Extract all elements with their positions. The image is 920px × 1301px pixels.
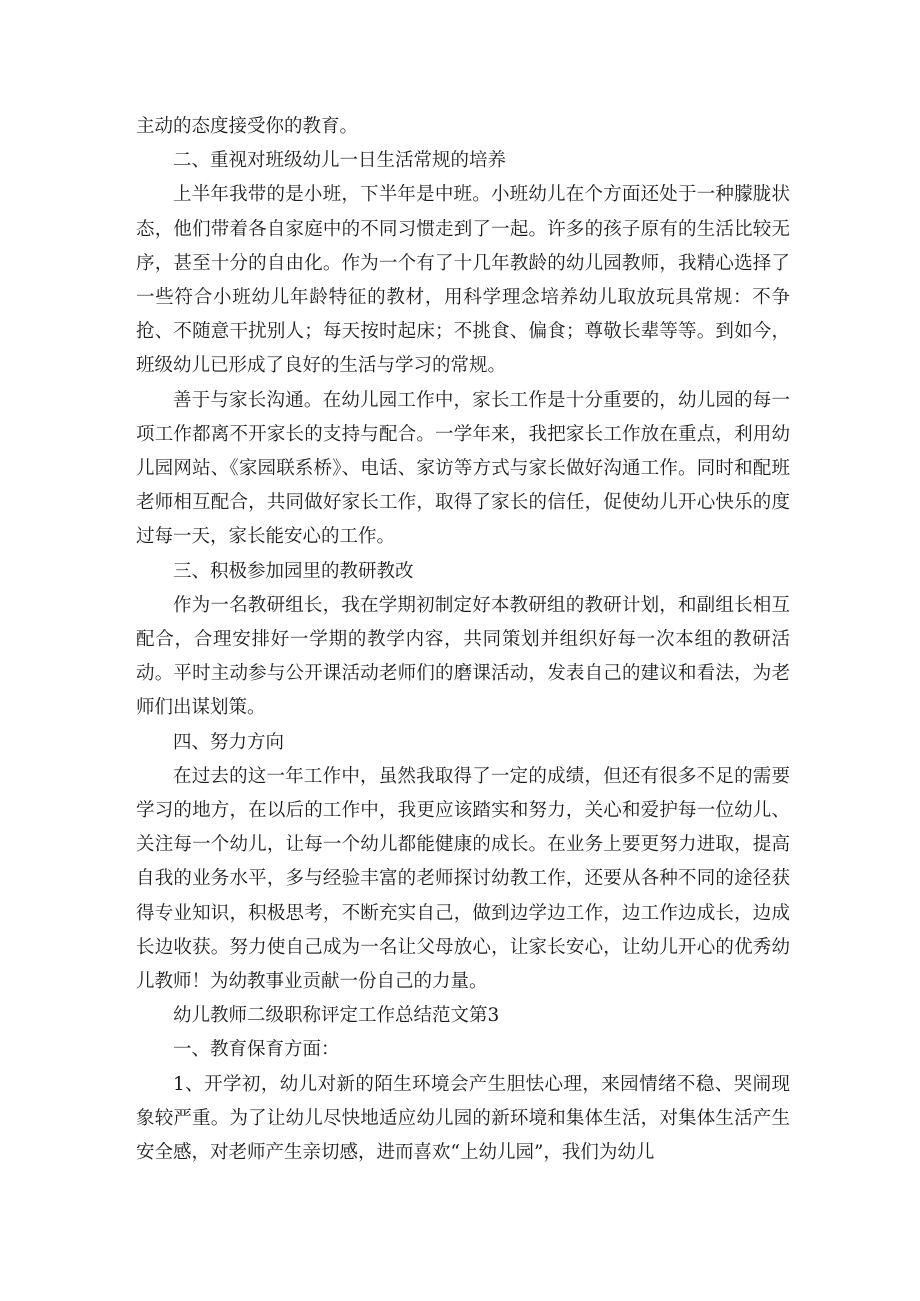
section-heading-3: 三、积极参加园里的教研教改 <box>173 560 414 582</box>
paragraph-new-term: 1、开学初，幼儿对新的陌生环境会产生胆怯心理，来园情绪不稳、哭闹现象较严重。为了让幼儿尽快地适应幼儿园的新环境和集体生活，对集体生活产生安全感，对老师产生亲切感，进而喜欢“上幼儿园”，我们为幼儿 <box>136 1073 790 1164</box>
paragraph-parent-communication: 善于与家长沟通。在幼儿园工作中，家长工作是十分重要的，幼儿园的每一项工作都离不开家长的支持与配合。一学年来，我把家长工作放在重点，利用幼儿园网站、《家园联系桥》、电话、家访等方式与家长做好沟通工作。同时和配班老师相互配合，共同做好家长工作，取得了家长的信任，促使幼儿开心快乐的度过每一天，家长能安心的工作。 <box>136 389 790 548</box>
section-heading-4: 四、努力方向 <box>173 731 285 753</box>
document-body <box>136 110 790 1170</box>
paragraph-teaching-research: 作为一名教研组长，我在学期初制定好本教研组的教研计划，和副组长相互配合，合理安排好一学期的教学内容，共同策划并组织好每一次本组的教研活动。平时主动参与公开课活动老师们的磨课活动，发表自己的建议和看法，为老师们出谋划策。 <box>136 594 790 719</box>
paragraph-daily-routine: 上半年我带的是小班，下半年是中班。小班幼儿在个方面还处于一种朦胧状态，他们带着各自家庭中的不同习惯走到了一起。许多的孩子原有的生活比较无序，甚至十分的自由化。作为一个有了十几年教龄的幼儿园教师，我精心选择了一些符合小班幼儿年龄特征的教材，用科学理念培养幼儿取放玩具常规：不争抢、不随意干扰别人；每天按时起床；不挑食、偏食；尊敬长辈等等。到如今，班级幼儿已形成了良好的生活与学习的常规。 <box>136 184 790 377</box>
section-heading-2: 二、重视对班级幼儿一日生活常规的培养 <box>173 150 507 172</box>
paragraph-future-direction: 在过去的这一年工作中，虽然我取得了一定的成绩，但还有很多不足的需要学习的地方，在以后的工作中，我更应该踏实和努力，关心和爱护每一位幼儿、关注每一个幼儿，让每一个幼儿都能健康的成长。在业务上要更努力进取，提高自我的业务水平，多与经验丰富的老师探讨幼教工作，还要从各种不同的途径获得专业知识，积极思考，不断充实自己，做到边学边工作，边工作边成长，边成长边收获。努力使自己成为一名让父母放心，让家长安心，让幼儿开心的优秀幼儿教师！为幼教事业贡献一份自己的力量。 <box>136 765 790 993</box>
article-title-3: 幼儿教师二级职称评定工作总结范文第3 <box>173 1005 500 1027</box>
section-heading-1: 一、教育保育方面： <box>173 1039 340 1061</box>
paragraph-continuation: 主动的态度接受你的教育。 <box>136 116 359 137</box>
